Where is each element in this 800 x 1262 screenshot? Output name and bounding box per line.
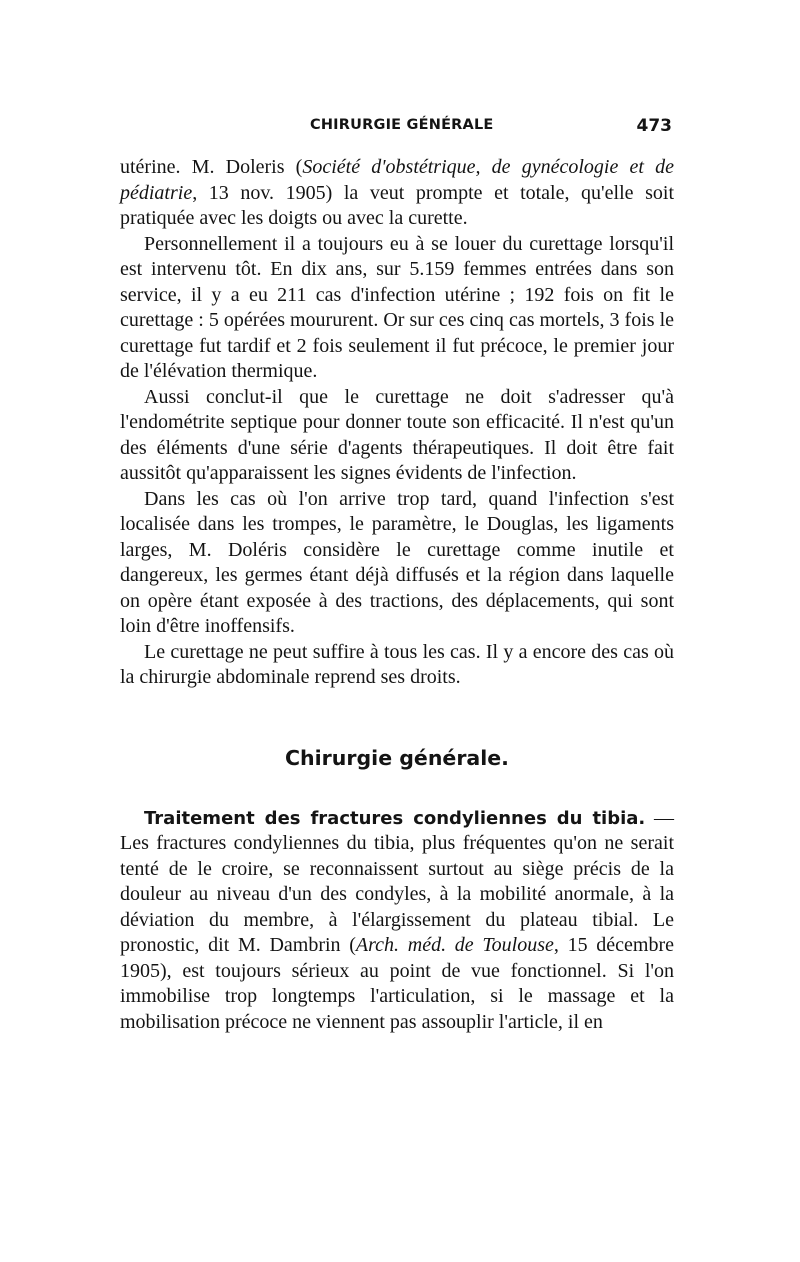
running-title: CHIRURGIE GÉNÉRALE bbox=[310, 117, 494, 133]
paragraph-statistics: Personnellement il a toujours eu à se louer du curettage lorsqu'il est intervenu tôt. En dix ans, sur 5.159 femmes entrées dans son service, il y a eu 211 cas d'infection utérine ; 192 fois on fit le curettage : 5 opérées moururent. Or sur ces cinq cas mortels, 3 fois le curettage fut tardif et 2 fois seulement il fut précoce, le premier jour de l'élévation thermique. bbox=[120, 232, 674, 382]
page-body bbox=[120, 155, 674, 1035]
section-heading: Chirurgie générale. bbox=[285, 745, 509, 770]
article-title: Traitement des fractures condyliennes du tibia. bbox=[144, 807, 646, 829]
paragraph-text: utérine. M. Doleris ( bbox=[120, 156, 303, 178]
page-number: 473 bbox=[636, 116, 672, 136]
paragraph-text: , 13 nov. 1905) la veut prompte et totale, qu'elle soit pratiquée avec les doigts ou avec la curette. bbox=[120, 181, 674, 229]
paragraph-continuation bbox=[120, 155, 674, 232]
paragraph-closing: Le curettage ne peut suffire à tous les cas. Il y a encore des cas où la chirurgie abdominale reprend ses droits. bbox=[120, 640, 674, 688]
article-text: — Les fractures condyliennes du tibia, plus fréquentes qu'on ne serait tenté de le croire, se reconnaissent surtout au siège précis de la douleur au niveau d'un des condyles, à la mobilité anormale, à la déviation du membre, à l'élargissement du plateau tibial. Le pronostic, dit M. Dambrin ( bbox=[120, 806, 675, 956]
journal-citation: Arch. méd. de Toulouse bbox=[355, 934, 554, 956]
running-header bbox=[120, 112, 674, 140]
paragraph-conclusion: Aussi conclut-il que le curettage ne doit s'adresser qu'à l'endométrite septique pour donner toute son efficacité. Il n'est qu'un des éléments d'une série d'agents thérapeutiques. Il doit être fait aussitôt qu'apparaissent les signes évidents de l'infection. bbox=[120, 385, 674, 484]
paragraph-late-cases: Dans les cas où l'on arrive trop tard, quand l'infection s'est localisée dans les trompes, le paramètre, le Douglas, les ligaments larges, M. Doléris considère le curettage comme inutile et dangereux, les germes étant déjà diffusés et la région dans laquelle on opère étant exposée à des tractions, des déplacements, qui sont loin d'être inoffensifs. bbox=[120, 487, 674, 637]
article-text: , 15 décembre 1905), est toujours sérieux au point de vue fonctionnel. Si l'on immobilise trop longtemps l'articulation, si le massage et la mobilisation précoce ne viennent pas assouplir l'article, il en bbox=[120, 934, 674, 1033]
article-paragraph bbox=[120, 806, 674, 1036]
book-page bbox=[120, 112, 674, 1035]
journal-citation: Société d'obstétrique, de gynécologie et de pédiatrie bbox=[120, 156, 674, 204]
